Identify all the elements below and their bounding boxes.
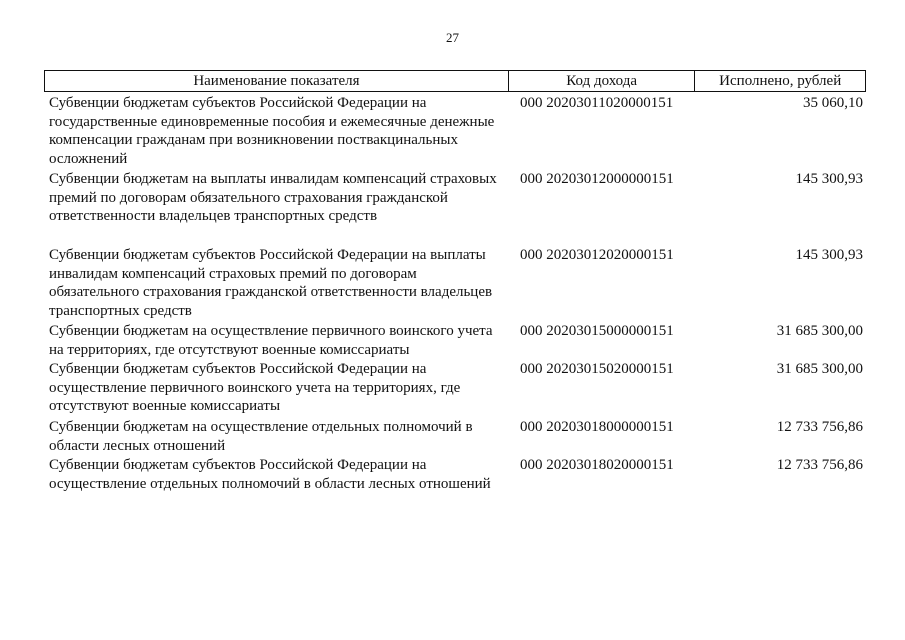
row-code-cell: 000 20203012020000151 xyxy=(520,247,674,263)
row-name-cell: Субвенции бюджетам на осуществление отдельных полномочий в области лесных отношений xyxy=(49,419,473,454)
page-number: 27 xyxy=(446,30,459,45)
table-row xyxy=(44,94,866,170)
row-code-cell: 000 20203018000000151 xyxy=(520,419,674,435)
table-row xyxy=(44,246,866,322)
row-amount-cell: 145 300,93 xyxy=(795,247,863,263)
table-header-row xyxy=(44,70,866,92)
row-amount-cell: 145 300,93 xyxy=(795,171,863,187)
table-row xyxy=(44,360,866,418)
table-body xyxy=(44,92,866,516)
table-row xyxy=(44,418,866,456)
row-code-cell: 000 20203011020000151 xyxy=(520,95,674,111)
row-name-cell: Субвенции бюджетам субъектов Российской Федерации на осуществление первичного воинского учета на территориях, где отсутствуют военные комиссариаты xyxy=(49,361,461,415)
column-header-name: Наименование показателя xyxy=(193,73,360,89)
table-row xyxy=(44,456,866,516)
row-code-cell: 000 20203015020000151 xyxy=(520,361,674,377)
row-name-cell: Субвенции бюджетам субъектов Российской Федерации на выплаты инвалидам компенсаций страховых премий по договорам обязательного страхования гражданской ответственности владельцев транспортных средств xyxy=(49,247,493,319)
column-header-amount: Исполнено, рублей xyxy=(694,71,865,91)
revenue-table xyxy=(44,70,866,516)
row-amount-cell: 12 733 756,86 xyxy=(776,419,863,435)
row-amount-cell: 35 060,10 xyxy=(803,95,863,111)
table-row xyxy=(44,170,866,246)
row-code-cell: 000 20203018020000151 xyxy=(520,457,674,473)
row-amount-cell: 31 685 300,00 xyxy=(776,361,863,377)
row-code-cell: 000 20203015000000151 xyxy=(520,323,674,339)
row-amount-cell: 12 733 756,86 xyxy=(776,457,863,473)
column-header-code: Код дохода xyxy=(508,71,695,91)
row-name-cell: Субвенции бюджетам на выплаты инвалидам компенсаций страховых премий по договорам обязательного страхования гражданской ответственности владельцев транспортных средств xyxy=(49,171,497,225)
row-name-cell: Субвенции бюджетам субъектов Российской Федерации на государственные единовременные пособия и ежемесячные денежные компенсации гражданам при возникновении поствакцинальных осложнений xyxy=(49,95,495,167)
table-row xyxy=(44,322,866,360)
row-name-cell: Субвенции бюджетам субъектов Российской Федерации на осуществление отдельных полномочий в области лесных отношений xyxy=(49,457,491,492)
row-amount-cell: 31 685 300,00 xyxy=(776,323,863,339)
row-name-cell: Субвенции бюджетам на осуществление первичного воинского учета на территориях, где отсутствуют военные комиссариаты xyxy=(49,323,493,358)
row-code-cell: 000 20203012000000151 xyxy=(520,171,674,187)
